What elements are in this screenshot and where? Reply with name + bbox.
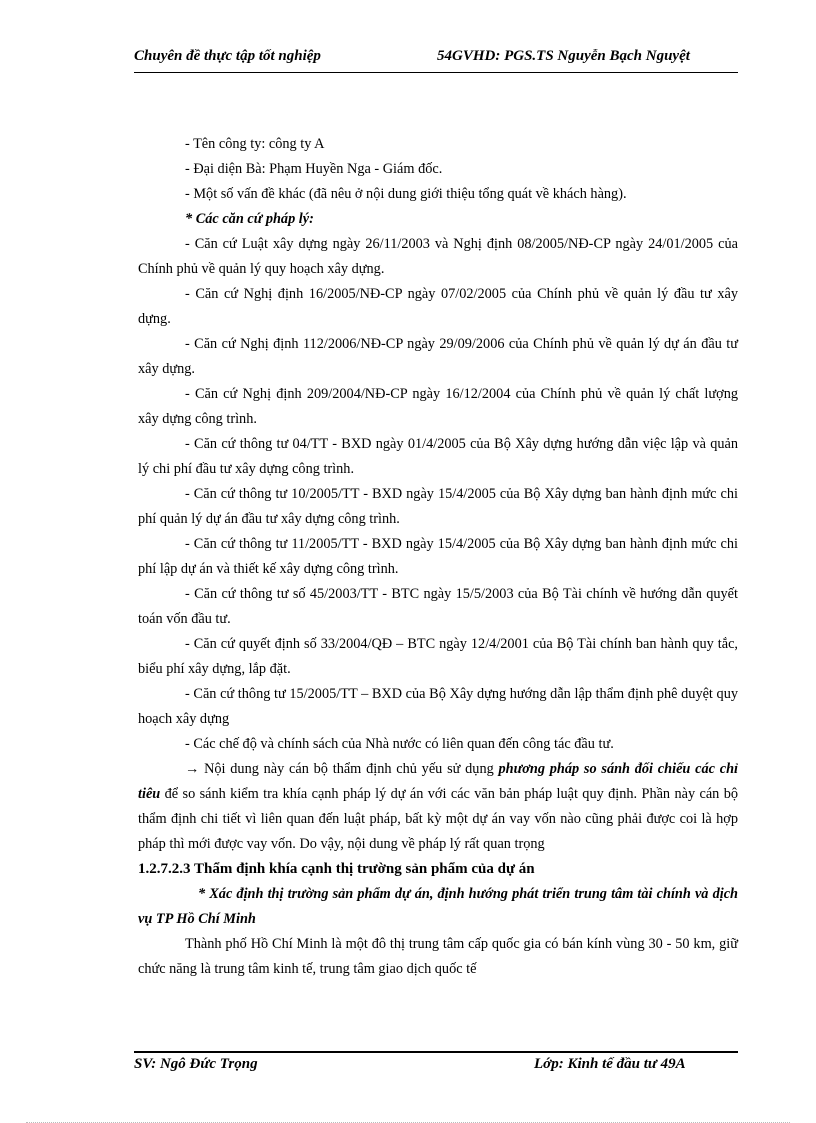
legal-item: - Căn cứ Nghị định 112/2006/NĐ-CP ngày 29/09/2006 của Chính phủ về quản lý dự án đầu tư xây dựng. <box>138 336 738 377</box>
legal-item: - Căn cứ Nghị định 209/2004/NĐ-CP ngày 16/12/2004 của Chính phủ về quản lý chất lượng xây dựng công trình. <box>138 386 738 427</box>
footer-rule <box>134 1051 738 1053</box>
legal-item: - Căn cứ thông tư số 45/2003/TT - BTC ngày 15/5/2003 của Bộ Tài chính về hướng dẫn quyết toán vốn đầu tư. <box>138 586 738 627</box>
legal-item: - Các chế độ và chính sách của Nhà nước có liên quan đến công tác đầu tư. <box>185 736 614 752</box>
company-other-issues: - Một số vấn đề khác (đã nêu ở nội dung giới thiệu tổng quát về khách hàng). <box>185 186 627 202</box>
body-paragraph: Thành phố Hồ Chí Minh là một đô thị trung tâm cấp quốc gia có bán kính vùng 30 - 50 km, giữ chức năng là trung tâm kinh tế, trung tâm giao dịch quốc tế <box>138 936 738 977</box>
page-footer <box>134 1056 738 1078</box>
company-name: - Tên công ty: công ty A <box>185 136 325 152</box>
company-representative: - Đại diện Bà: Phạm Huyền Nga - Giám đốc. <box>185 161 443 177</box>
legal-item: - Căn cứ quyết định số 33/2004/QĐ – BTC ngày 12/4/2001 của Bộ Tài chính ban hành quy tắc, biểu phí xây dựng, lắp đặt. <box>138 636 738 677</box>
page-content <box>138 132 738 982</box>
page-header <box>134 48 738 70</box>
legal-item: - Căn cứ thông tư 10/2005/TT - BXD ngày 15/4/2005 của Bộ Xây dựng ban hành định mức chi phí quản lý dự án đầu tư xây dựng công trình. <box>138 486 738 527</box>
section-heading: 1.2.7.2.3 Thẩm định khía cạnh thị trường sản phẩm của dự án <box>138 861 535 877</box>
summary-emphasis: phương pháp so sánh đối chiếu các chỉ tiêu <box>138 761 739 802</box>
legal-item: - Căn cứ Nghị định 16/2005/NĐ-CP ngày 07/02/2005 của Chính phủ về quản lý đầu tư xây dựng. <box>138 286 738 327</box>
summary-pre: Nội dung này cán bộ thẩm định chủ yếu sử dụng <box>199 761 499 777</box>
footer-class: Lớp: Kinh tế đầu tư 49A <box>534 1056 686 1072</box>
subsection-heading: * Xác định thị trường sản phẩm dự án, định hướng phát triển trung tâm tài chính và dịch vụ TP Hồ Chí Minh <box>138 886 738 927</box>
legal-item: - Căn cứ thông tư 15/2005/TT – BXD của Bộ Xây dựng hướng dẫn lập thẩm định phê duyệt quy hoạch xây dựng <box>138 686 738 727</box>
header-thesis-title: Chuyên đề thực tập tốt nghiệp <box>134 48 321 64</box>
summary-post: để so sánh kiểm tra khía cạnh pháp lý dự án với các văn bản pháp luật quy định. Phần này cán bộ thẩm định chi tiết vì liên quan đến luật pháp, bất kỳ một dự án vay vốn nào cũng phải được coi là hợp pháp thì mới được vay vốn. Do vậy, nội dung về pháp lý rất quan trọng <box>138 786 738 852</box>
header-supervisor: 54GVHD: PGS.TS Nguyễn Bạch Nguyệt <box>437 48 690 64</box>
legal-item: - Căn cứ thông tư 11/2005/TT - BXD ngày 15/4/2005 của Bộ Xây dựng ban hành định mức chi phí lập dự án và thiết kế xây dựng công trình. <box>138 536 738 577</box>
footer-student: SV: Ngô Đức Trọng <box>134 1056 258 1072</box>
arrow-icon: → <box>185 761 200 777</box>
header-rule <box>134 72 738 73</box>
legal-item: - Căn cứ thông tư 04/TT - BXD ngày 01/4/2005 của Bộ Xây dựng hướng dẫn việc lập và quản lý chi phí đầu tư xây dựng công trình. <box>138 436 738 477</box>
legal-basis-title: * Các căn cứ pháp lý: <box>185 211 314 227</box>
summary-paragraph <box>138 757 738 857</box>
legal-item: - Căn cứ Luật xây dựng ngày 26/11/2003 và Nghị định 08/2005/NĐ-CP ngày 24/01/2005 của Chính phủ về quản lý quy hoạch xây dựng. <box>138 236 738 277</box>
